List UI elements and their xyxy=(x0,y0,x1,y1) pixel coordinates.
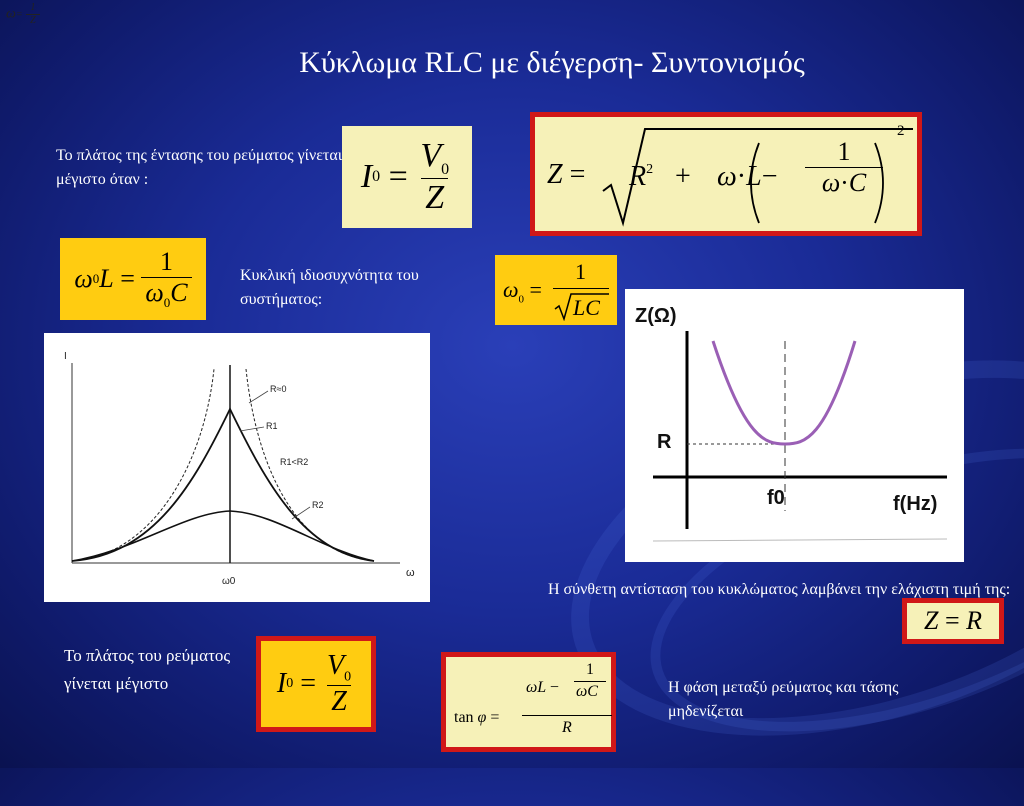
phase-zero-text: Η φάση μεταξύ ρεύματος και τάσης μηδενίζεται xyxy=(668,679,899,720)
f-axis-label: f(Hz) xyxy=(893,493,938,515)
impedance-formula: Z = $R^2$ + ω·L− $\frac{1}{\omega\cdot C}$ 2 xyxy=(530,112,922,236)
f0-label: f0 xyxy=(767,487,785,509)
curve-label-r1-lt-r2: R1<R2 xyxy=(280,457,309,467)
resonance-condition-formula: ω 0 L = $\frac{1}{\omega_0C}$ xyxy=(60,238,206,320)
impedance-min-text: Η σύνθετη αντίσταση του κυκλώματος λαμβάνει την ελάχιστη τιμή της: xyxy=(548,581,1011,598)
natural-frequency-formula: $\omega_0$ = 1 LC xyxy=(495,255,617,325)
peak-current-formula-bottom: I 0 = $\frac{V_0}{Z}$ xyxy=(256,636,376,732)
impedance-curve-figure xyxy=(625,289,964,562)
r-min-label: R xyxy=(657,431,672,453)
z-axis-label: Z(Ω) xyxy=(635,305,677,327)
amplitude-condition-text: Το πλάτος της έντασης του ρεύματος γίνεται μέγιστο όταν : xyxy=(56,147,343,188)
curve-label-r1: R1 xyxy=(266,421,278,431)
impedance-equals-r-formula: Z = R xyxy=(902,598,1004,644)
resonance-tick-label: ω0 xyxy=(222,576,236,587)
curve-label-r2: R2 xyxy=(312,500,324,510)
corner-fraction-fragment: ω= $\frac{1}{Z}$ xyxy=(6,2,40,27)
amplitude-max-text: Το πλάτος του ρεύματος γίνεται μέγιστο xyxy=(64,646,231,693)
slide-title: Κύκλωμα RLC με διέγερση- Συντονισμός xyxy=(299,46,805,79)
phase-formula: tan φ = ωL − 1 ωC R xyxy=(441,652,616,752)
current-resonance-curves-figure xyxy=(44,333,430,602)
x-axis-label: ω xyxy=(406,567,415,579)
natural-frequency-text: Κυκλική ιδιοσυχνότητα του συστήματος: xyxy=(240,267,419,308)
peak-current-formula-top: I 0 = $\frac{V_0}{Z}$ xyxy=(342,126,472,228)
y-axis-label: I xyxy=(64,351,67,362)
curve-label-r0: R≈0 xyxy=(270,384,287,394)
